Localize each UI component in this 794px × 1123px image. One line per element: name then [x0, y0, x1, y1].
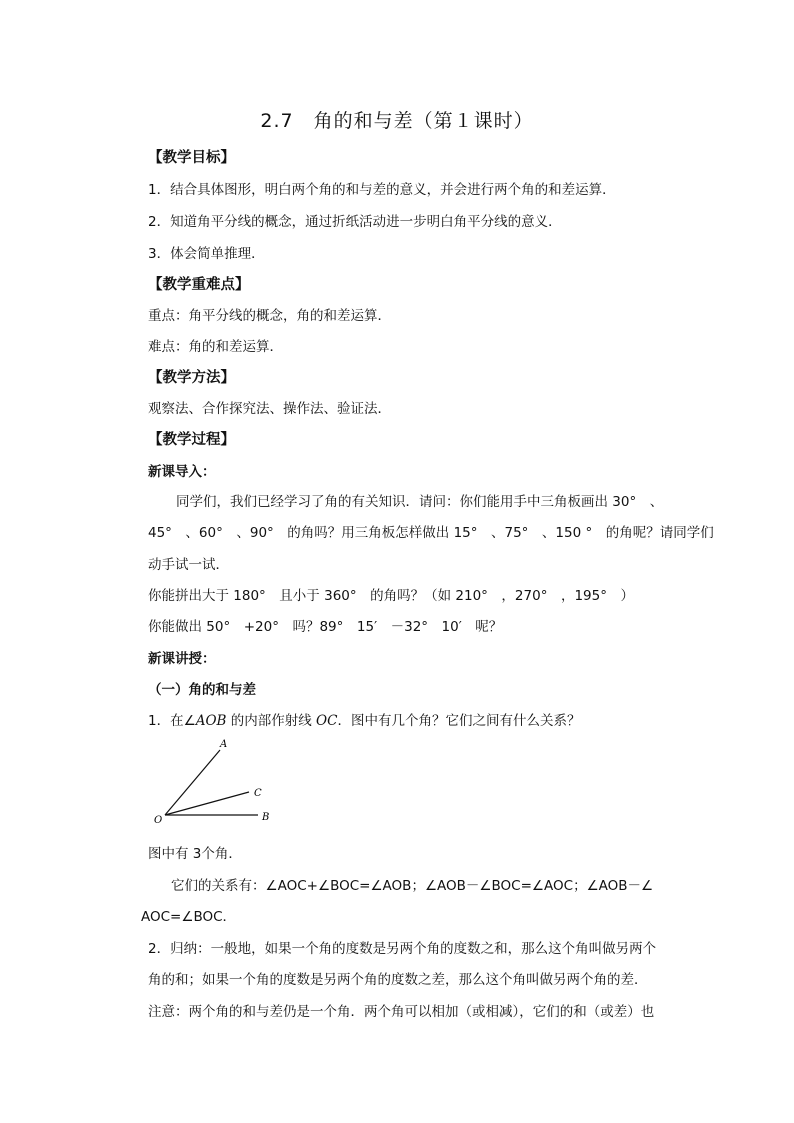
question-1-middle: 的内部作射线	[226, 713, 317, 729]
section-heading-goals: 【教学目标】	[148, 150, 235, 166]
intro-heading: 新课导入：	[148, 464, 216, 480]
intro-question: 你能拼出大于 180° 且小于 360° 的角吗？（如 210° ，270° ，195° ）	[148, 588, 634, 604]
note-paragraph: 注意：两个角的和与差仍是一个角．两个角可以相加（或相减），它们的和（或差）也	[148, 1004, 655, 1020]
goal-item: 1．结合具体图形，明白两个角的和与差的意义，并会进行两个角的和差运算．	[148, 182, 616, 198]
key-focus: 重点：角平分线的概念，角的和差运算．	[148, 308, 391, 324]
question-1	[148, 709, 580, 729]
ray-oa	[165, 750, 220, 815]
page-title: 2.7 角的和与差（第１课时）	[260, 110, 534, 132]
intro-paragraph: 同学们，我们已经学习了角的有关知识．请问：你们能用手中三角板画出 30° 、	[176, 494, 664, 510]
part-heading: （一）角的和与差	[148, 682, 256, 698]
section-heading-process: 【教学过程】	[148, 432, 235, 448]
section-heading-methods: 【教学方法】	[148, 370, 235, 386]
point-o-label: O	[154, 815, 163, 826]
methods-text: 观察法、合作探究法、操作法、验证法．	[148, 401, 391, 417]
ray-oc	[165, 792, 249, 815]
answer-1: 图中有 3个角．	[148, 846, 242, 862]
angle-aob-label: AOB	[195, 713, 227, 729]
section-heading-key-points: 【教学重难点】	[148, 277, 250, 293]
lesson-heading: 新课讲授：	[148, 651, 216, 667]
intro-question: 你能做出 50° +20° 吗？89° 15′ －32° 10′ 呢？	[148, 619, 503, 635]
question-1-prefix: 1．在∠	[148, 713, 196, 729]
question-1-suffix: ．图中有几个角？它们之间有什么关系？	[337, 713, 581, 729]
goal-item: 2．知道角平分线的概念，通过折纸活动进一步明白角平分线的意义．	[148, 214, 562, 230]
relation-line: 它们的关系有：∠AOC+∠BOC=∠AOB；∠AOB－∠BOC=∠AOC；∠AOB－∠	[171, 878, 654, 894]
angle-figure	[148, 734, 278, 826]
intro-paragraph: 动手试一试．	[148, 557, 229, 573]
summary-paragraph: 2．归纳：一般地，如果一个角的度数是另两个角的度数之和，那么这个角叫做另两个	[148, 941, 657, 957]
goal-item: 3．体会简单推理．	[148, 246, 265, 262]
point-c-label: C	[254, 788, 262, 799]
relation-line: AOC=∠BOC．	[141, 909, 237, 925]
point-b-label: B	[262, 812, 270, 823]
summary-paragraph: 角的和；如果一个角的度数是另两个角的度数之差，那么这个角叫做另两个角的差．	[148, 972, 648, 988]
ray-oc-label: OC	[316, 713, 338, 729]
point-a-label: A	[220, 739, 228, 750]
intro-paragraph: 45° 、60° 、90° 的角吗？用三角板怎样做出 15° 、75° 、150 ° 的角呢？请同学们	[148, 525, 714, 541]
key-difficulty: 难点：角的和差运算．	[148, 339, 283, 355]
